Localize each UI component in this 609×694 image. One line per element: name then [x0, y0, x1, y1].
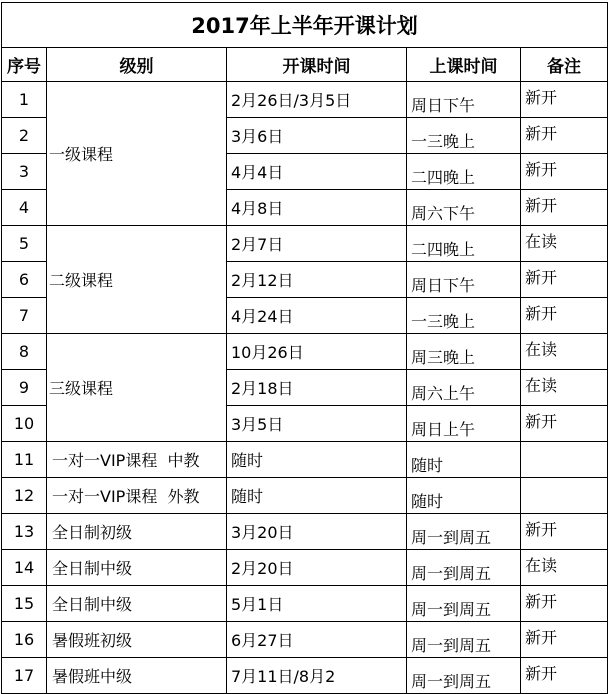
cell-note: 新开: [521, 190, 608, 226]
cell-no: 4: [2, 190, 47, 226]
cell-start: 3月6日: [227, 118, 407, 154]
cell-start: 6月27日: [227, 622, 407, 658]
cell-note: 在读: [521, 550, 608, 586]
cell-time: 周一到周五: [407, 586, 521, 622]
cell-start: 2月12日: [227, 262, 407, 298]
header-time: 上课时间: [407, 48, 521, 82]
cell-note: 新开: [521, 586, 608, 622]
cell-no: 1: [2, 82, 47, 118]
cell-start: 2月7日: [227, 226, 407, 262]
cell-note: 新开: [521, 154, 608, 190]
cell-time: 周三晚上: [407, 334, 521, 370]
cell-note: 新开: [521, 658, 608, 694]
cell-note: [521, 442, 608, 478]
cell-start: 3月20日: [227, 514, 407, 550]
cell-time: 周一到周五: [407, 658, 521, 694]
table-row: [2, 586, 608, 622]
cell-start: 随时: [227, 478, 407, 514]
cell-level: 一对一VIP课程 外教: [47, 478, 227, 514]
cell-time: 随时: [407, 442, 521, 478]
table-row: [2, 334, 608, 370]
cell-no: 8: [2, 334, 47, 370]
cell-time: 周日上午: [407, 406, 521, 442]
cell-note: 新开: [521, 622, 608, 658]
cell-time: 周一到周五: [407, 622, 521, 658]
cell-level: 全日制初级: [47, 514, 227, 550]
cell-start: 4月4日: [227, 154, 407, 190]
cell-start: 随时: [227, 442, 407, 478]
cell-time: 周日下午: [407, 82, 521, 118]
cell-no: 15: [2, 586, 47, 622]
cell-no: 7: [2, 298, 47, 334]
title-row: [2, 3, 608, 48]
cell-time: 周一到周五: [407, 550, 521, 586]
cell-start: 10月26日: [227, 334, 407, 370]
schedule-sheet: [1, 2, 607, 694]
header-start: 开课时间: [227, 48, 407, 82]
table-row: [2, 82, 608, 118]
table-row: [2, 550, 608, 586]
cell-time: 二四晚上: [407, 226, 521, 262]
table-row: [2, 226, 608, 262]
cell-note: 新开: [521, 514, 608, 550]
course-schedule-table: [1, 2, 608, 694]
cell-no: 12: [2, 478, 47, 514]
cell-note: 新开: [521, 298, 608, 334]
cell-no: 10: [2, 406, 47, 442]
cell-note: 新开: [521, 262, 608, 298]
cell-note: [521, 478, 608, 514]
cell-start: 4月24日: [227, 298, 407, 334]
group-level-1: 一级课程: [47, 82, 227, 226]
cell-level: 暑假班中级: [47, 658, 227, 694]
header-no: 序号: [2, 48, 47, 82]
cell-start: 2月26日/3月5日: [227, 82, 407, 118]
cell-time: 一三晚上: [407, 298, 521, 334]
table-row: [2, 658, 608, 694]
cell-no: 11: [2, 442, 47, 478]
cell-no: 14: [2, 550, 47, 586]
cell-no: 5: [2, 226, 47, 262]
cell-note: 新开: [521, 82, 608, 118]
cell-start: 3月5日: [227, 406, 407, 442]
cell-no: 13: [2, 514, 47, 550]
cell-note: 新开: [521, 406, 608, 442]
header-note: 备注: [521, 48, 608, 82]
header-level: 级别: [47, 48, 227, 82]
group-level-3: 三级课程: [47, 334, 227, 442]
cell-time: 周六上午: [407, 370, 521, 406]
group-level-2: 二级课程: [47, 226, 227, 334]
cell-level: 全日制中级: [47, 586, 227, 622]
cell-no: 2: [2, 118, 47, 154]
cell-no: 6: [2, 262, 47, 298]
cell-start: 7月11日/8月2: [227, 658, 407, 694]
cell-time: 随时: [407, 478, 521, 514]
cell-note: 在读: [521, 226, 608, 262]
cell-level: 暑假班初级: [47, 622, 227, 658]
cell-no: 3: [2, 154, 47, 190]
cell-note: 在读: [521, 334, 608, 370]
cell-start: 4月8日: [227, 190, 407, 226]
cell-start: 2月18日: [227, 370, 407, 406]
cell-no: 17: [2, 658, 47, 694]
cell-note: 新开: [521, 118, 608, 154]
header-row: [2, 48, 608, 82]
cell-no: 9: [2, 370, 47, 406]
cell-start: 5月1日: [227, 586, 407, 622]
cell-time: 二四晚上: [407, 154, 521, 190]
table-title: 2017年上半年开课计划: [2, 3, 608, 48]
cell-time: 一三晚上: [407, 118, 521, 154]
table-row: [2, 514, 608, 550]
table-row: [2, 442, 608, 478]
table-row: [2, 622, 608, 658]
cell-no: 16: [2, 622, 47, 658]
cell-note: 在读: [521, 370, 608, 406]
cell-start: 2月20日: [227, 550, 407, 586]
cell-time: 周一到周五: [407, 514, 521, 550]
cell-time: 周六下午: [407, 190, 521, 226]
table-row: [2, 478, 608, 514]
cell-time: 周日下午: [407, 262, 521, 298]
cell-level: 全日制中级: [47, 550, 227, 586]
cell-level: 一对一VIP课程 中教: [47, 442, 227, 478]
